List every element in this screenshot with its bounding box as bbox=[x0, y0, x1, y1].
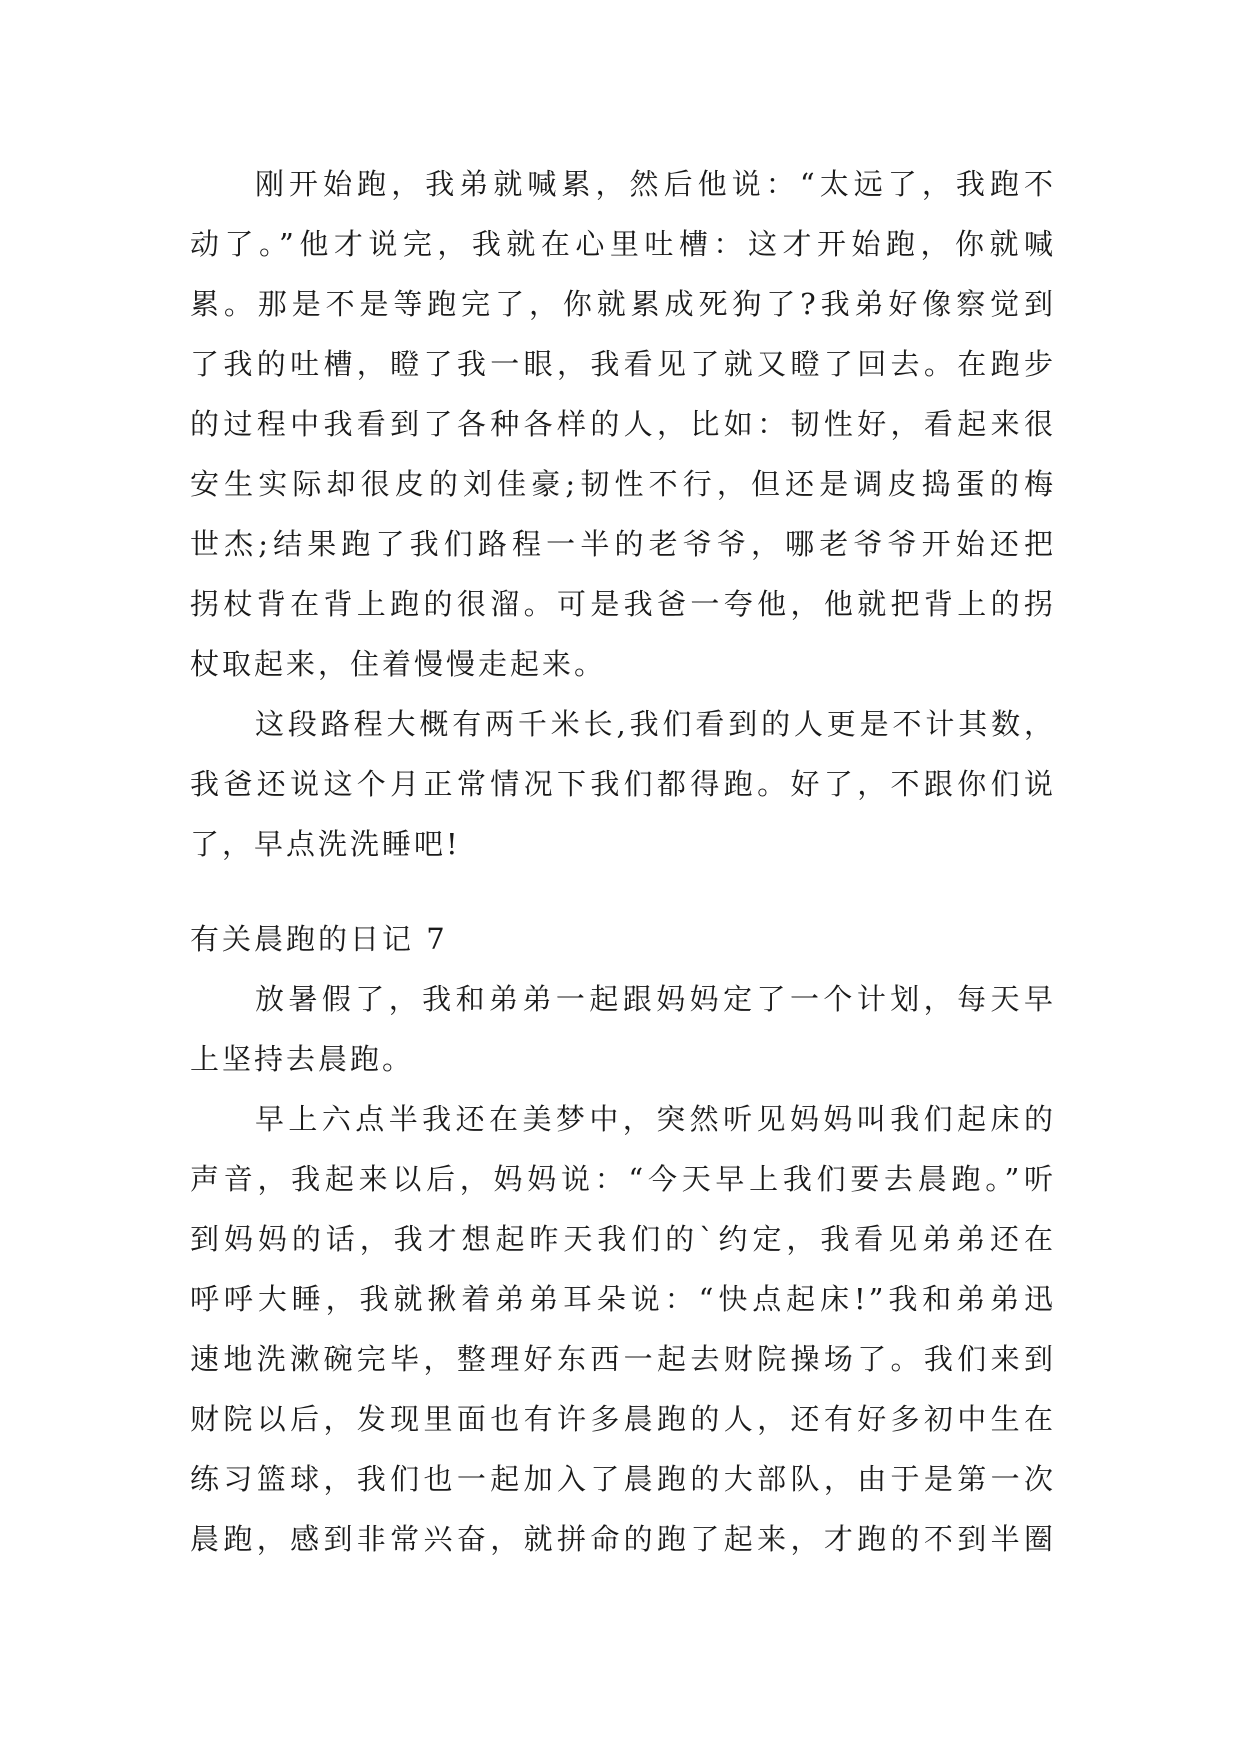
text-line: 累。那是不是等跑完了，你就累成死狗了?我弟好像察觉到 bbox=[190, 287, 1056, 321]
paragraph bbox=[190, 969, 1056, 1089]
text-line: 安生实际却很皮的刘佳豪;韧性不行，但还是调皮捣蛋的梅 bbox=[190, 467, 1056, 501]
text-line: 这段路程大概有两千米长,我们看到的人更是不计其数， bbox=[255, 707, 1056, 741]
text-line: 我爸还说这个月正常情况下我们都得跑。好了，不跟你们说 bbox=[190, 767, 1056, 801]
section-title: 有关晨跑的日记 7 bbox=[190, 922, 448, 956]
text-line: 的过程中我看到了各种各样的人，比如：韧性好，看起来很 bbox=[190, 407, 1056, 441]
text-line: 杖取起来，住着慢慢走起来。 bbox=[190, 647, 607, 681]
document-page bbox=[190, 154, 1056, 1569]
text-line: 练习篮球，我们也一起加入了晨跑的大部队，由于是第一次 bbox=[190, 1462, 1056, 1496]
text-line: 财院以后，发现里面也有许多晨跑的人，还有好多初中生在 bbox=[190, 1402, 1056, 1436]
text-line: 了，早点洗洗睡吧! bbox=[190, 827, 461, 861]
text-line: 到妈妈的话，我才想起昨天我们的`约定，我看见弟弟还在 bbox=[190, 1222, 1056, 1256]
text-line: 世杰;结果跑了我们路程一半的老爷爷，哪老爷爷开始还把 bbox=[190, 527, 1056, 561]
paragraph bbox=[190, 1089, 1056, 1569]
text-line: 放暑假了，我和弟弟一起跟妈妈定了一个计划，每天早 bbox=[255, 982, 1056, 1016]
text-line: 晨跑，感到非常兴奋，就拼命的跑了起来，才跑的不到半圈 bbox=[190, 1522, 1056, 1556]
text-line: 速地洗漱碗完毕，整理好东西一起去财院操场了。我们来到 bbox=[190, 1342, 1056, 1376]
paragraph bbox=[190, 154, 1056, 694]
text-line: 声音，我起来以后，妈妈说：“今天早上我们要去晨跑。”听 bbox=[190, 1162, 1056, 1196]
text-line: 早上六点半我还在美梦中，突然听见妈妈叫我们起床的 bbox=[255, 1102, 1056, 1136]
text-line: 呼呼大睡，我就揪着弟弟耳朵说：“快点起床!”我和弟弟迅 bbox=[190, 1282, 1056, 1316]
text-line: 了我的吐槽，瞪了我一眼，我看见了就又瞪了回去。在跑步 bbox=[190, 347, 1056, 381]
text-line: 拐杖背在背上跑的很溜。可是我爸一夸他，他就把背上的拐 bbox=[190, 587, 1056, 621]
text-line: 刚开始跑，我弟就喊累，然后他说：“太远了，我跑不 bbox=[255, 167, 1056, 201]
text-line: 上坚持去晨跑。 bbox=[190, 1042, 415, 1076]
paragraph bbox=[190, 694, 1056, 874]
text-line: 动了。”他才说完，我就在心里吐槽：这才开始跑，你就喊 bbox=[190, 227, 1056, 261]
